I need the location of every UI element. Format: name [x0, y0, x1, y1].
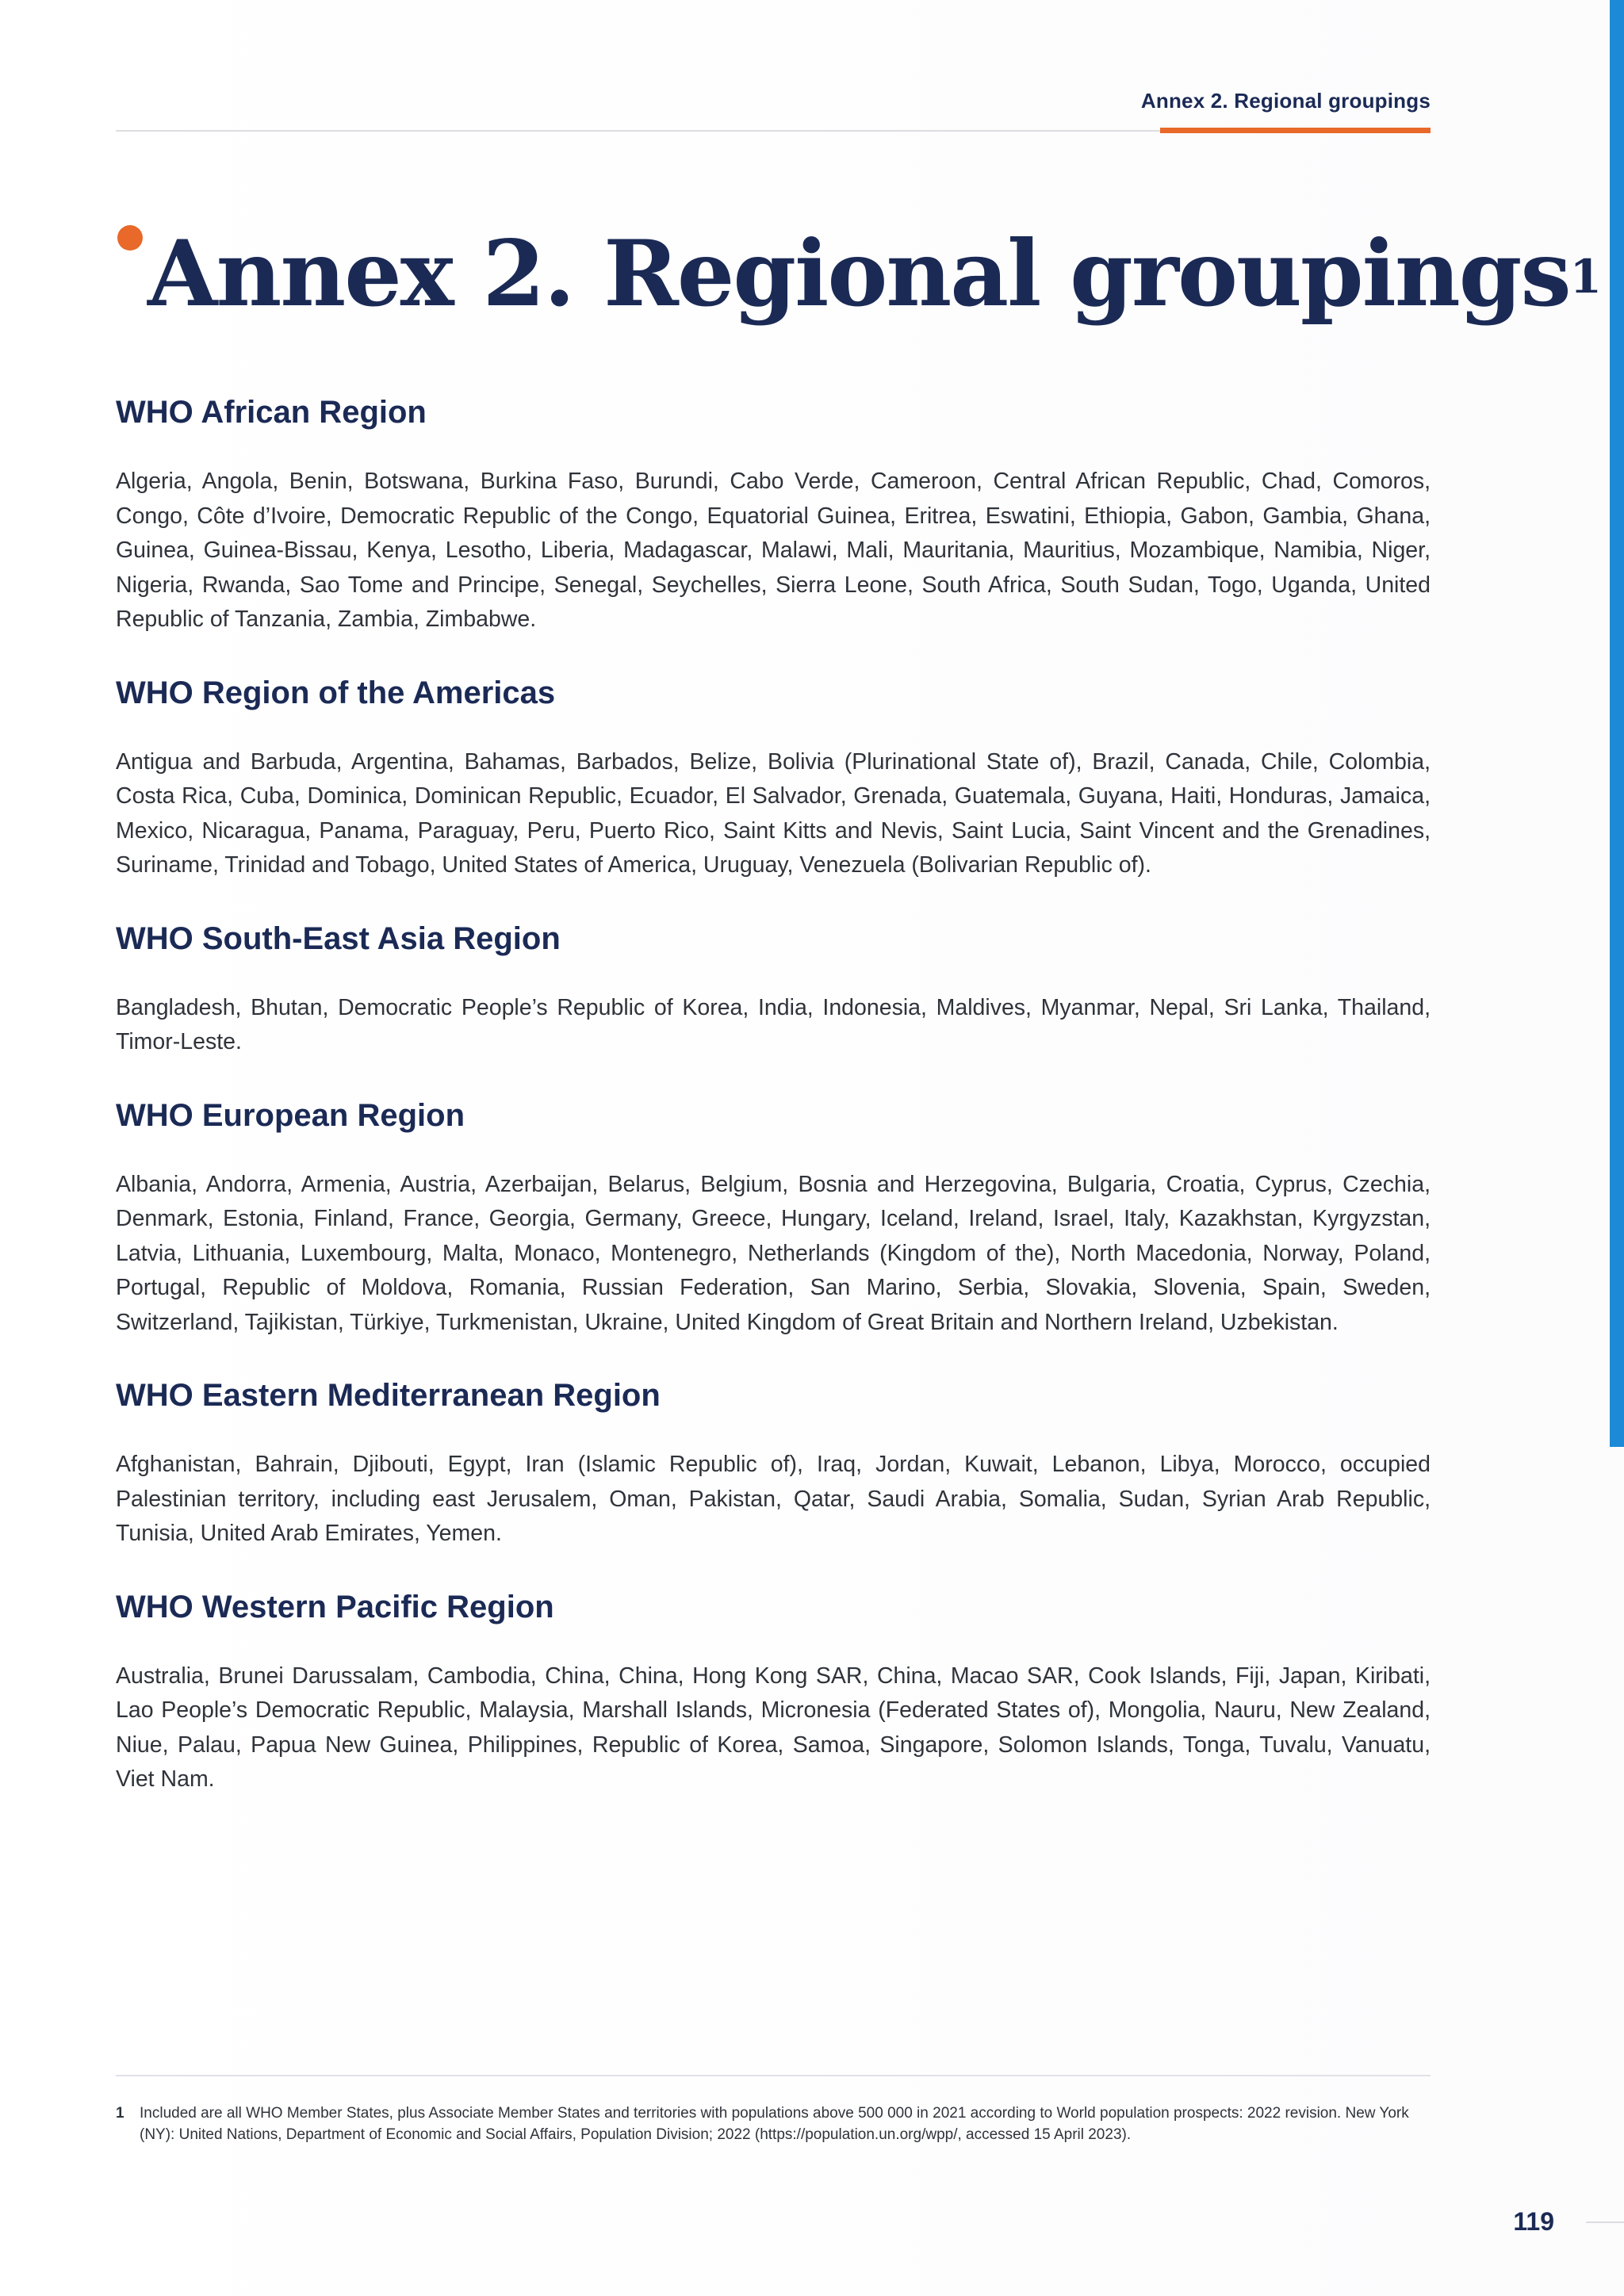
- page-number: 119: [1513, 2207, 1554, 2236]
- region-heading: WHO Eastern Mediterranean Region: [116, 1378, 661, 1413]
- region-heading: WHO European Region: [116, 1097, 465, 1133]
- header-accent-bar: [1160, 128, 1431, 133]
- region-western-pacific: [116, 1583, 1431, 1797]
- page-title-text: Annex 2. Regional groupings: [147, 220, 1570, 327]
- title-footnote-marker[interactable]: 1: [1569, 250, 1603, 304]
- running-header-title: Annex 2. Regional groupings: [1140, 89, 1431, 113]
- footnote-number: 1: [116, 2105, 124, 2122]
- region-country-list: Algeria, Angola, Benin, Botswana, Burkina Faso, Burundi, Cabo Verde, Cameroon, Central African Republic, Chad, Comoros, Congo, Côte d’Ivoire, Democratic Republic of the Congo, Equatorial Guinea, Eritrea, Eswatini, Ethiopia, Gabon, Gambia, Ghana, Guinea, Guinea-Bissau, Kenya, Lesotho, Liberia, Madagascar, Malawi, Mali, Mauritania, Mauritius, Mozambique, Namibia, Niger, Nigeria, Rwanda, Sao Tome and Principe, Senegal, Seychelles, Sierra Leone, South Africa, South Sudan, Togo, Uganda, United Republic of Tanzania, Zambia, Zimbabwe.: [116, 469, 1431, 632]
- footnote: [116, 2103, 1431, 2145]
- region-heading: WHO African Region: [116, 395, 427, 430]
- region-heading: WHO South-East Asia Region: [116, 920, 561, 956]
- page-title: [147, 214, 1602, 333]
- region-country-list: Bangladesh, Bhutan, Democratic People’s Republic of Korea, India, Indonesia, Maldives, Myanmar, Nepal, Sri Lanka, Thailand, Timor-Leste.: [116, 994, 1431, 1054]
- region-americas: [116, 669, 1431, 883]
- region-heading: WHO Region of the Americas: [116, 675, 556, 710]
- region-country-list: Antigua and Barbuda, Argentina, Bahamas, Barbados, Belize, Bolivia (Plurinational State of), Brazil, Canada, Chile, Colombia, Costa Rica, Cuba, Dominica, Dominican Republic, Ecuador, El Salvador, Grenada, Guatemala, Guyana, Haiti, Honduras, Jamaica, Mexico, Nicaragua, Panama, Paraguay, Peru, Puerto Rico, Saint Kitts and Nevis, Saint Lucia, Saint Vincent and the Grenadines, Suriname, Trinidad and Tobago, United States of America, Uruguay, Venezuela (Bolivarian Republic of).: [116, 748, 1431, 878]
- region-heading: WHO Western Pacific Region: [116, 1589, 554, 1624]
- region-country-list: Afghanistan, Bahrain, Djibouti, Egypt, Iran (Islamic Republic of), Iraq, Jordan, Kuwait, Lebanon, Libya, Morocco, occupied Palestinian territory, including east Jerusalem, Oman, Pakistan, Qatar, Saudi Arabia, Somalia, Sudan, Syrian Arab Republic, Tunisia, United Arab Emirates, Yemen.: [116, 1452, 1431, 1546]
- page-number-rule: [1586, 2221, 1624, 2223]
- region-european: [116, 1092, 1431, 1341]
- regions-content: [116, 388, 1431, 1829]
- footnote-divider: [116, 2075, 1431, 2076]
- region-eastern-mediterranean: [116, 1372, 1431, 1552]
- footnote-text: Included are all WHO Member States, plus Associate Member States and territories with populations above 500 000 in 2021 according to World population prospects: 2022 revision. New York (NY): United Nations, Department of Economic and Social Affairs, Population Division; 2022 (https://population.un.org/wpp/, accessed 15 April 2023).: [140, 2105, 1409, 2143]
- region-country-list: Albania, Andorra, Armenia, Austria, Azerbaijan, Belarus, Belgium, Bosnia and Herzegovina, Bulgaria, Croatia, Cyprus, Czechia, Denmark, Estonia, Finland, France, Georgia, Germany, Greece, Hungary, Iceland, Ireland, Israel, Italy, Kazakhstan, Kyrgyzstan, Latvia, Lithuania, Luxembourg, Malta, Monaco, Montenegro, Netherlands (Kingdom of the), North Macedonia, Norway, Poland, Portugal, Republic of Moldova, Romania, Russian Federation, San Marino, Serbia, Slovakia, Slovenia, Spain, Sweden, Switzerland, Tajikistan, Türkiye, Turkmenistan, Ukraine, United Kingdom of Great Britain and Northern Ireland, Uzbekistan.: [116, 1171, 1431, 1335]
- side-tab-bar: [1610, 0, 1624, 1447]
- region-african: [116, 388, 1431, 637]
- title-bullet-dot: [117, 225, 143, 251]
- region-country-list: Australia, Brunei Darussalam, Cambodia, China, China, Hong Kong SAR, China, Macao SAR, Cook Islands, Fiji, Japan, Kiribati, Lao People’s Democratic Republic, Malaysia, Marshall Islands, Micronesia (Federated States of), Mongolia, Nauru, New Zealand, Niue, Palau, Papua New Guinea, Philippines, Republic of Korea, Samoa, Singapore, Solomon Islands, Tonga, Tuvalu, Vanuatu, Viet Nam.: [116, 1663, 1431, 1792]
- region-south-east-asia: [116, 915, 1431, 1060]
